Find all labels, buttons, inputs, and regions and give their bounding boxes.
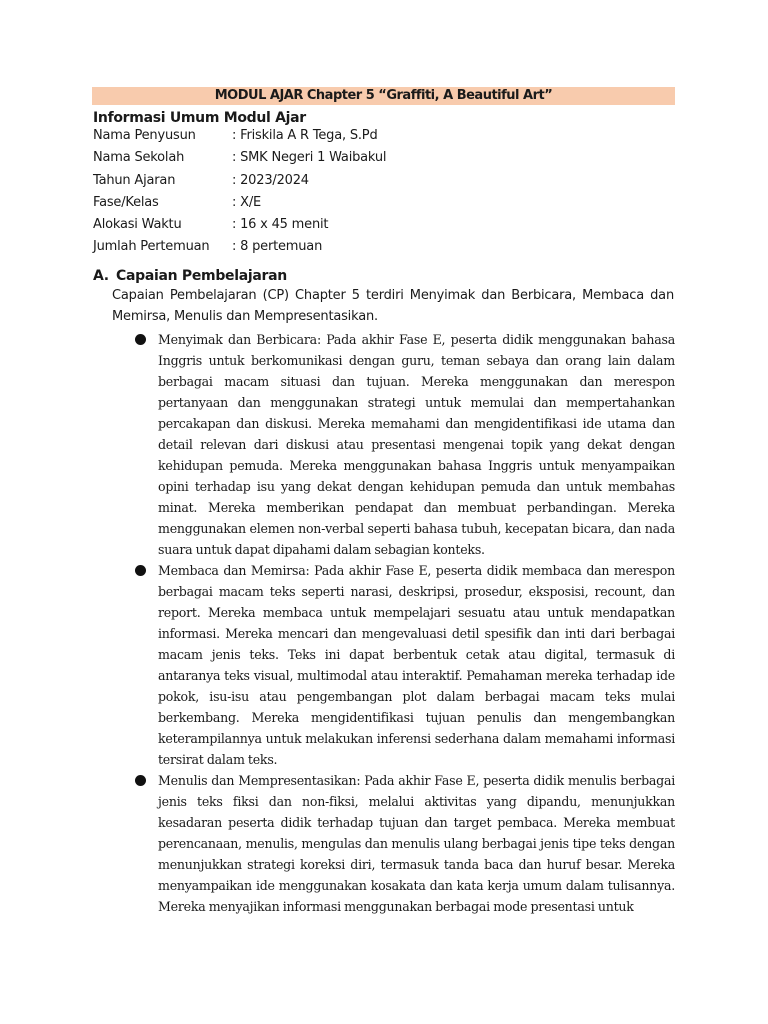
list-item bbox=[133, 329, 675, 560]
info-value: : X/E bbox=[232, 194, 262, 210]
bullet-list bbox=[133, 329, 675, 917]
info-label: Alokasi Waktu bbox=[93, 217, 182, 233]
info-label: Fase/Kelas bbox=[93, 194, 159, 210]
info-section-heading: Informasi Umum Modul Ajar bbox=[93, 110, 306, 126]
bullet-text: Menyimak dan Berbicara: Pada akhir Fase E, peserta didik menggunakan bahasa Inggris untuk berkomunikasi dengan guru, teman sebaya dan orang lain dalam berbagai macam situasi dan tujuan. Mereka menggunakan dan merespon pertanyaan dan menggunakan strategi untuk memulai dan mempertahankan percakapan dan diskusi. Mereka memahami dan mengidentifikasi ide utama dan detail relevan dari diskusi atau presentasi mengenai topik yang dekat dengan kehidupan pemuda. Mereka menggunakan bahasa Inggris untuk menyampaikan opini terhadap isu yang dekat dengan kehidupan pemuda dan untuk membahas minat. Mereka memberikan pendapat dan membuat perbandingan. Mereka menggunakan elemen non-verbal seperti bahasa tubuh, kecepatan bicara, dan nada suara untuk dapat dipahami dalam sebagian konteks. bbox=[158, 332, 675, 557]
info-value: : SMK Negeri 1 Waibakul bbox=[232, 150, 387, 166]
info-value: : 16 x 45 menit bbox=[232, 217, 329, 233]
list-item bbox=[133, 770, 675, 917]
bullet-dot-icon bbox=[135, 334, 146, 345]
info-label: Nama Penyusun bbox=[93, 128, 196, 143]
section-a-heading bbox=[93, 266, 693, 286]
bullet-text: Membaca dan Memirsa: Pada akhir Fase E, peserta didik membaca dan merespon berbagai macam teks seperti narasi, deskripsi, prosedur, eksposisi, recount, dan report. Mereka membaca untuk mempelajari sesuatu atau untuk mendapatkan informasi. Mereka mencari dan mengevaluasi detil spesifik dan inti dari berbagai macam jenis teks. Teks ini dapat berbentuk cetak atau digital, termasuk di antaranya teks visual, multimodal atau interaktif. Pemahaman mereka terhadap ide pokok, isu-isu atau pengembangan plot dalam berbagai macam teks mulai berkembang. Mereka mengidentifikasi tujuan penulis dan mengembangkan keterampilannya untuk melakukan inferensi sederhana dalam memahami informasi tersirat dalam teks. bbox=[158, 563, 675, 767]
list-item bbox=[133, 560, 675, 770]
section-letter: A. bbox=[93, 268, 109, 284]
document-title: MODUL AJAR Chapter 5 “Graffiti, A Beautiful Art” bbox=[92, 87, 675, 105]
info-label: Tahun Ajaran bbox=[93, 172, 176, 188]
section-a-intro: Capaian Pembelajaran (CP) Chapter 5 terdiri Menyimak dan Berbicara, Membaca dan Memirsa, Menulis dan Mempresentasikan. bbox=[112, 288, 674, 324]
bullet-text: Menulis dan Mempresentasikan: Pada akhir Fase E, peserta didik menulis berbagai jenis teks fiksi dan non-fiksi, melalui aktivitas yang dipandu, menunjukkan kesadaran peserta didik terhadap tujuan dan target pembaca. Mereka membuat perencanaan, menulis, mengulas dan menulis ulang berbagai jenis tipe teks dengan menunjukkan strategi koreksi diri, termasuk tanda baca dan huruf besar. Mereka menyampaikan ide menggunakan kosakata dan kata kerja umum dalam tulisannya. Mereka menyajikan informasi menggunakan berbagai mode presentasi untuk bbox=[158, 773, 675, 914]
info-value: : Friskila A R Tega, S.Pd bbox=[232, 128, 378, 143]
bullet-dot-icon bbox=[135, 565, 146, 576]
info-label: Jumlah Pertemuan bbox=[93, 239, 210, 255]
info-value: : 2023/2024 bbox=[232, 172, 309, 188]
info-value: : 8 pertemuan bbox=[232, 239, 323, 255]
info-label: Nama Sekolah bbox=[93, 150, 185, 166]
bullet-dot-icon bbox=[135, 775, 146, 786]
section-title: Capaian Pembelajaran bbox=[116, 268, 287, 284]
